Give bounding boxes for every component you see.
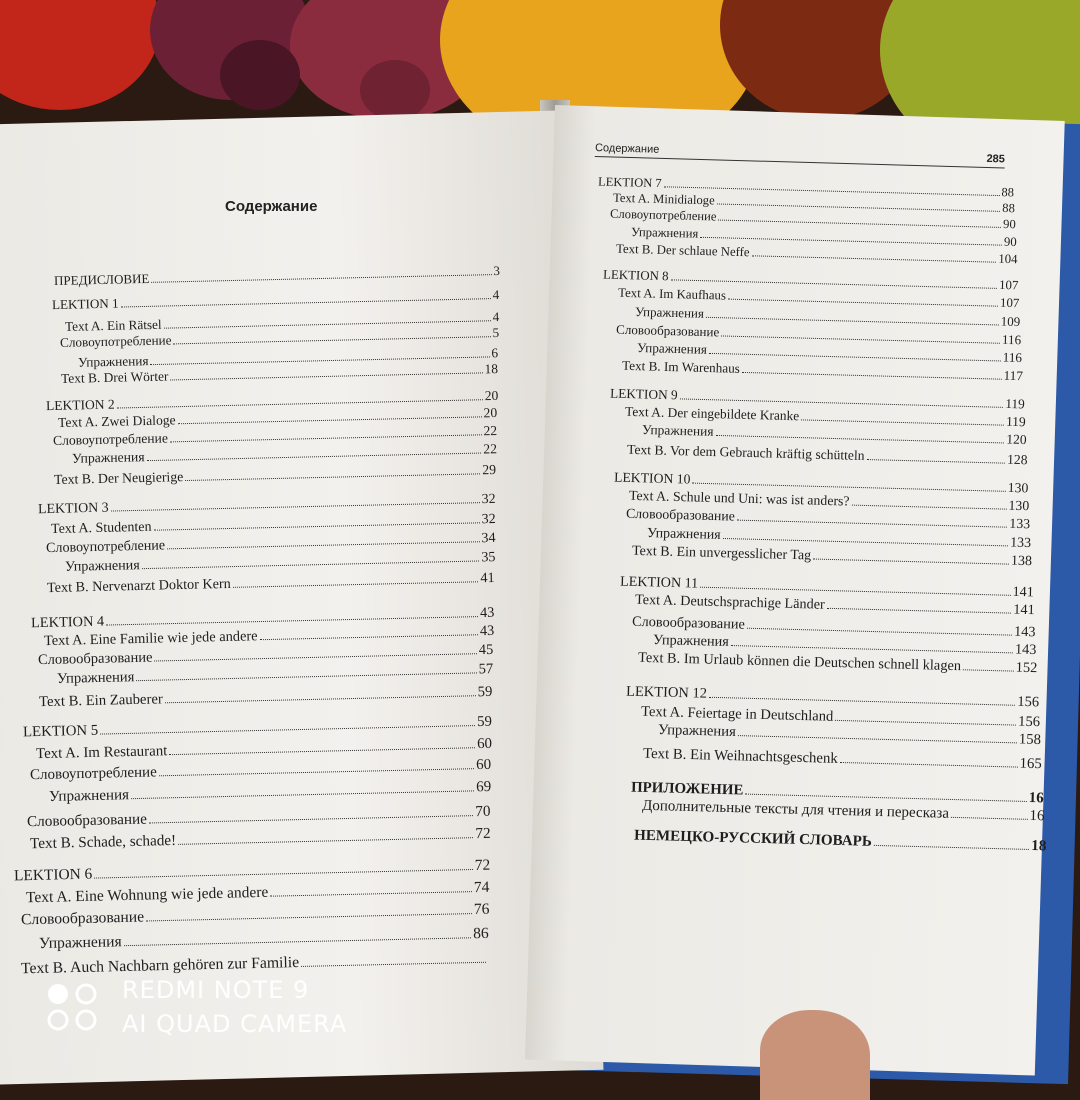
dot-leader: [149, 806, 474, 823]
toc-entry-page: 116: [1002, 349, 1023, 366]
toc-entry-page: 20: [483, 405, 498, 421]
toc-entry-page: 133: [1009, 515, 1031, 532]
toc-entry-label: Text B. Im Warenhaus: [621, 357, 741, 376]
toc-entry-page: 45: [478, 641, 494, 659]
toc-entry-page: 165: [1019, 755, 1043, 773]
toc-entry-label: Словообразование: [38, 649, 153, 669]
toc-entry-page: 119: [1004, 395, 1025, 412]
dot-leader: [813, 550, 1009, 565]
toc-entry-label: Text A. Ein Rätsel: [64, 316, 162, 334]
toc-entry-label: LEKTION 3: [38, 500, 110, 518]
toc-entry-page: 117: [1003, 367, 1024, 384]
toc-entry-page: 32: [481, 491, 497, 508]
toc-entry-page: 143: [1014, 641, 1037, 659]
toc-entry-page: 32: [481, 511, 496, 528]
watermark-line-1: REDMI NOTE 9: [122, 976, 310, 1004]
toc-entry-page: 4: [492, 286, 500, 303]
camera-logo-icon: [46, 982, 102, 1034]
dot-leader: [827, 599, 1012, 613]
toc-entry-label: Text B. Schade, schade!: [29, 831, 177, 853]
toc-entry-page: 107: [999, 277, 1019, 293]
toc-entry-label: Упражнения: [641, 421, 714, 439]
dot-leader: [742, 364, 1002, 380]
toc-entry-label: Дополнительные тексты для чтения и пересказа: [642, 797, 950, 822]
toc-entry-page: 34: [481, 529, 496, 547]
toc-entry-page: 158: [1018, 731, 1042, 749]
dot-leader: [171, 364, 483, 380]
dot-leader: [835, 711, 1016, 725]
toc-entry-label: LEKTION 2: [45, 396, 115, 414]
toc-entry-page: 70: [475, 802, 491, 821]
toc-entry-label: Text B. Ein Weihnachtsgeschenk: [643, 745, 839, 767]
toc-entry-label: Text A. Minidialoge: [612, 190, 715, 208]
toc-entry-label: Упражнения: [636, 339, 708, 357]
dot-leader: [709, 345, 1001, 362]
toc-entry-label: Упражнения: [657, 721, 737, 741]
toc-entry-label: Словоупотребление: [52, 430, 169, 449]
toc-entry-page: 120: [1005, 431, 1027, 448]
toc-entry-page: 5: [492, 325, 500, 341]
toc-entry-label: Словообразование: [632, 613, 746, 633]
toc-entry-page: 107: [999, 295, 1020, 311]
toc-entry-label: Упражнения: [64, 557, 140, 575]
watermark-line-2: AI QUAD CAMERA: [122, 1010, 348, 1038]
toc-entry-page: 57: [478, 661, 494, 678]
toc-entry-label: Text B. Nervenarzt Doktor Kern: [46, 575, 232, 597]
toc-entry-page: 86: [472, 924, 489, 943]
toc-entry-label: Text B. Ein unvergesslicher Tag: [632, 543, 812, 564]
toc-entry-label: Text B. Drei Wörter: [61, 368, 169, 386]
toc-entry-page: 43: [479, 622, 494, 640]
fruit-shape: [0, 0, 160, 110]
toc-entry-label: Упражнения: [78, 353, 150, 370]
toc-entry-label: Text A. Deutschsprachige Länder: [634, 591, 825, 613]
dot-leader: [186, 465, 481, 481]
toc-entry-label: LEKTION 6: [13, 865, 93, 885]
toc-entry-page: 16: [1028, 790, 1045, 807]
toc-entry-label: Text B. Der Neugierige: [54, 469, 184, 488]
toc-entry-page: 18: [484, 361, 499, 377]
toc-entry-label: Словообразование: [615, 321, 720, 340]
dot-leader: [173, 328, 490, 344]
toc-entry-page: 109: [1000, 313, 1021, 330]
toc-entry-page: 22: [483, 441, 498, 457]
dot-leader: [146, 904, 472, 922]
toc-entry-label: LEKTION 1: [52, 295, 120, 313]
toc-entry-page: 141: [1013, 601, 1035, 619]
toc-entry-label: LEKTION 5: [23, 722, 99, 741]
dot-leader: [301, 952, 486, 967]
toc-entry-page: 43: [479, 604, 495, 622]
toc-entry-label: Text B. Im Urlaub können die Deutschen schnell klagen: [637, 649, 962, 675]
toc-entry-label: Упражнения: [652, 631, 730, 650]
toc-entry-page: 18: [1030, 838, 1047, 855]
toc-entry-page: 143: [1014, 623, 1036, 641]
toc-entry-label: Text A. Der eingebildete Kranke: [624, 403, 800, 424]
dot-leader: [233, 573, 479, 588]
toc-entry-page: 6: [491, 345, 499, 361]
toc-entry-label: Словоупотребление: [30, 764, 158, 784]
toc-entry-page: 128: [1006, 451, 1028, 468]
toc-entry-label: LEKTION 9: [609, 385, 678, 403]
toc-entry-page: 119: [1005, 413, 1026, 430]
dot-leader: [852, 496, 1007, 509]
dot-leader: [259, 626, 478, 641]
toc-entry-page: 35: [480, 549, 496, 566]
dot-leader: [801, 411, 1004, 425]
toc-entry-page: 20: [484, 387, 498, 404]
toc-entry-label: Text A. Im Kaufhaus: [617, 285, 727, 303]
toc-entry-page: 72: [474, 856, 490, 874]
thumb: [760, 1010, 870, 1100]
dot-leader: [840, 753, 1018, 768]
dot-leader: [951, 808, 1028, 820]
toc-entry-page: 59: [477, 683, 493, 701]
toc-entry-label: Text B. Ein Zauberer: [39, 691, 164, 711]
toc-entry-label: LEKTION 10: [614, 469, 691, 487]
toc-entry-page: 156: [1018, 713, 1041, 731]
toc-entry-label: Словоупотребление: [59, 332, 172, 350]
toc-entry-page: 41: [480, 569, 495, 587]
toc-entry-label: Text B. Vor dem Gebrauch kräftig schütteln: [626, 441, 865, 463]
toc-entry-label: Словообразование: [20, 908, 144, 929]
toc-entry-label: LEKTION 12: [625, 683, 708, 702]
toc-entry-page: 138: [1011, 553, 1033, 570]
toc-entry-page: 22: [483, 422, 498, 439]
toc-entry-page: 90: [1003, 234, 1017, 250]
toc-entry-label: Упражнения: [630, 224, 699, 241]
toc-entry-label: Text B. Der schlaue Neffe: [615, 241, 750, 260]
toc-entry-page: 69: [475, 778, 492, 796]
toc-entry-page: 116: [1001, 331, 1022, 348]
fruit-shape: [220, 40, 300, 110]
toc-entry-page: 29: [482, 461, 497, 478]
toc-entry-page: 88: [1001, 185, 1015, 200]
toc-entry-page: 90: [1002, 216, 1016, 232]
running-head-title: Содержание: [594, 142, 660, 156]
toc-entry-page: 60: [476, 756, 492, 774]
toc-entry-label: LEKTION 7: [597, 174, 662, 191]
dot-leader: [866, 451, 1005, 464]
toc-entry-label: Text A. Feiertage in Deutschland: [640, 703, 834, 725]
toc-entry-label: Упражнения: [48, 787, 130, 806]
toc-entry-label: Упражнения: [56, 669, 135, 687]
toc-entry-label: Упражнения: [38, 933, 122, 953]
dot-leader: [737, 511, 1008, 527]
toc-entry-label: LEKTION 11: [619, 573, 699, 592]
toc-entry-page: 133: [1010, 535, 1032, 552]
toc-entry-page: 156: [1017, 693, 1040, 711]
toc-entry-label: Словообразование: [27, 810, 148, 831]
toc-entry-page: 76: [473, 900, 490, 919]
toc-entry-label: НЕМЕЦКО-РУССКИЙ СЛОВАРЬ: [633, 827, 872, 850]
toc-entry-label: Text A. Schule und Uni: was ist anders?: [629, 487, 850, 509]
toc-entry-page: 88: [1001, 200, 1015, 216]
toc-entry-label: Text A. Eine Familie wie jede andere: [43, 628, 258, 650]
dot-leader: [170, 426, 482, 442]
toc-entry-label: Text A. Eine Wohnung wie jede andere: [25, 883, 269, 907]
toc-entry-label: ПРИЛОЖЕНИЕ: [631, 779, 744, 799]
dot-leader: [874, 836, 1030, 850]
toc-entry-label: Упражнения: [634, 303, 705, 321]
toc-entry-page: 152: [1015, 659, 1038, 677]
toc-entry-label: Упражнения: [71, 449, 145, 466]
toc-entry-label: Text A. Studenten: [50, 519, 152, 538]
toc-entry-label: Text A. Zwei Dialoge: [58, 412, 177, 430]
dot-leader: [178, 828, 473, 845]
toc-entry-label: Упражнения: [647, 525, 722, 543]
toc-entry-page: 3: [493, 262, 501, 279]
dot-leader: [963, 661, 1014, 672]
toc-entry-page: 74: [473, 878, 490, 897]
dot-leader: [751, 248, 996, 263]
toc-entry-page: 4: [492, 309, 500, 325]
toc-entry-label: Text A. Im Restaurant: [35, 743, 168, 763]
fruit-shape: [360, 60, 430, 120]
dot-leader: [270, 882, 472, 897]
toc-entry-page: 141: [1012, 583, 1034, 601]
toc-entry-label: Словоупотребление: [609, 206, 717, 224]
dot-leader: [178, 408, 482, 424]
toc-entry-label: Словообразование: [626, 505, 736, 524]
toc-entry-label: Text B. Auch Nachbarn gehören zur Familie: [21, 953, 300, 978]
dot-leader: [721, 328, 1000, 344]
toc-entry-label: Словоупотребление: [45, 537, 166, 557]
toc-entry-label: LEKTION 8: [603, 267, 669, 284]
toc-entry-label: LEKTION 4: [30, 613, 105, 632]
toc-entry-page: 60: [476, 735, 493, 753]
page-number: 285: [986, 152, 1006, 166]
toc-entry-page: 130: [1008, 497, 1030, 514]
toc-entry-page: 130: [1007, 479, 1029, 496]
toc-entry-page: 72: [474, 824, 491, 843]
toc-entry-label: ПРЕДИСЛОВИЕ: [53, 270, 150, 289]
toc-entry-page: 59: [477, 713, 493, 731]
toc-entry-page: 16: [1029, 807, 1045, 825]
toc-title: Содержание: [225, 198, 318, 215]
dot-leader: [167, 533, 480, 550]
toc-entry-page: 104: [997, 251, 1018, 267]
